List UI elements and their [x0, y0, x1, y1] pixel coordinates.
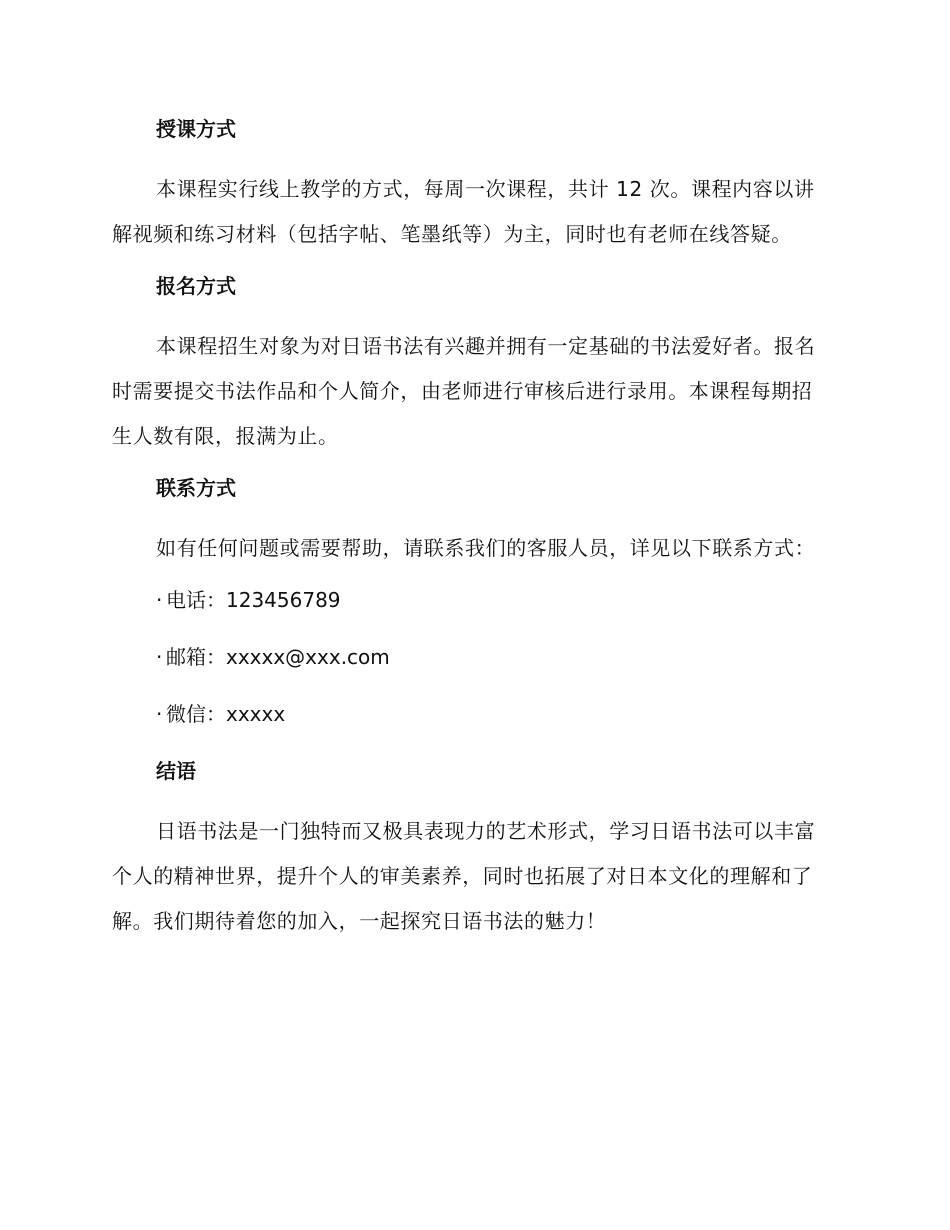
section-paragraph-teaching-method: 本课程实行线上教学的方式，每周一次课程，共计 12 次。课程内容以讲解视频和练习材料（包括字帖、笔墨纸等）为主，同时也有老师在线答疑。: [112, 177, 815, 246]
section-paragraph-enrollment: 本课程招生对象为对日语书法有兴趣并拥有一定基础的书法爱好者。报名时需要提交书法作品和个人简介，由老师进行审核后进行录用。本课程每期招生人数有限，报满为止。: [112, 334, 816, 448]
section-paragraph-contact: 如有任何问题或需要帮助，请联系我们的客服人员，详见以下联系方式：: [156, 536, 816, 560]
contact-label: 电话：: [166, 588, 226, 612]
contact-value: xxxxx: [226, 702, 286, 726]
bullet-dot: ·: [156, 645, 163, 669]
contact-value: 123456789: [226, 588, 341, 612]
bullet-dot: ·: [156, 702, 163, 726]
section-heading-enrollment: 报名方式: [156, 274, 236, 298]
contact-item-phone: [112, 583, 832, 617]
bullet-dot: ·: [156, 588, 163, 612]
section-heading-teaching-method: 授课方式: [156, 117, 236, 141]
contact-item-wechat: [112, 697, 832, 731]
section-heading-contact: 联系方式: [156, 476, 236, 500]
contact-value: xxxxx@xxx.com: [226, 645, 390, 669]
section-paragraph-conclusion: 日语书法是一门独特而又极具表现力的艺术形式，学习日语书法可以丰富个人的精神世界，提升个人的审美素养，同时也拓展了对日本文化的理解和了解。我们期待着您的加入，一起探究日语书法的魅力！: [112, 819, 816, 933]
section-heading-conclusion: 结语: [156, 759, 196, 783]
contact-item-email: [112, 640, 832, 674]
document-page: [112, 112, 832, 944]
contact-label: 邮箱：: [166, 645, 226, 669]
contact-label: 微信：: [166, 702, 226, 726]
